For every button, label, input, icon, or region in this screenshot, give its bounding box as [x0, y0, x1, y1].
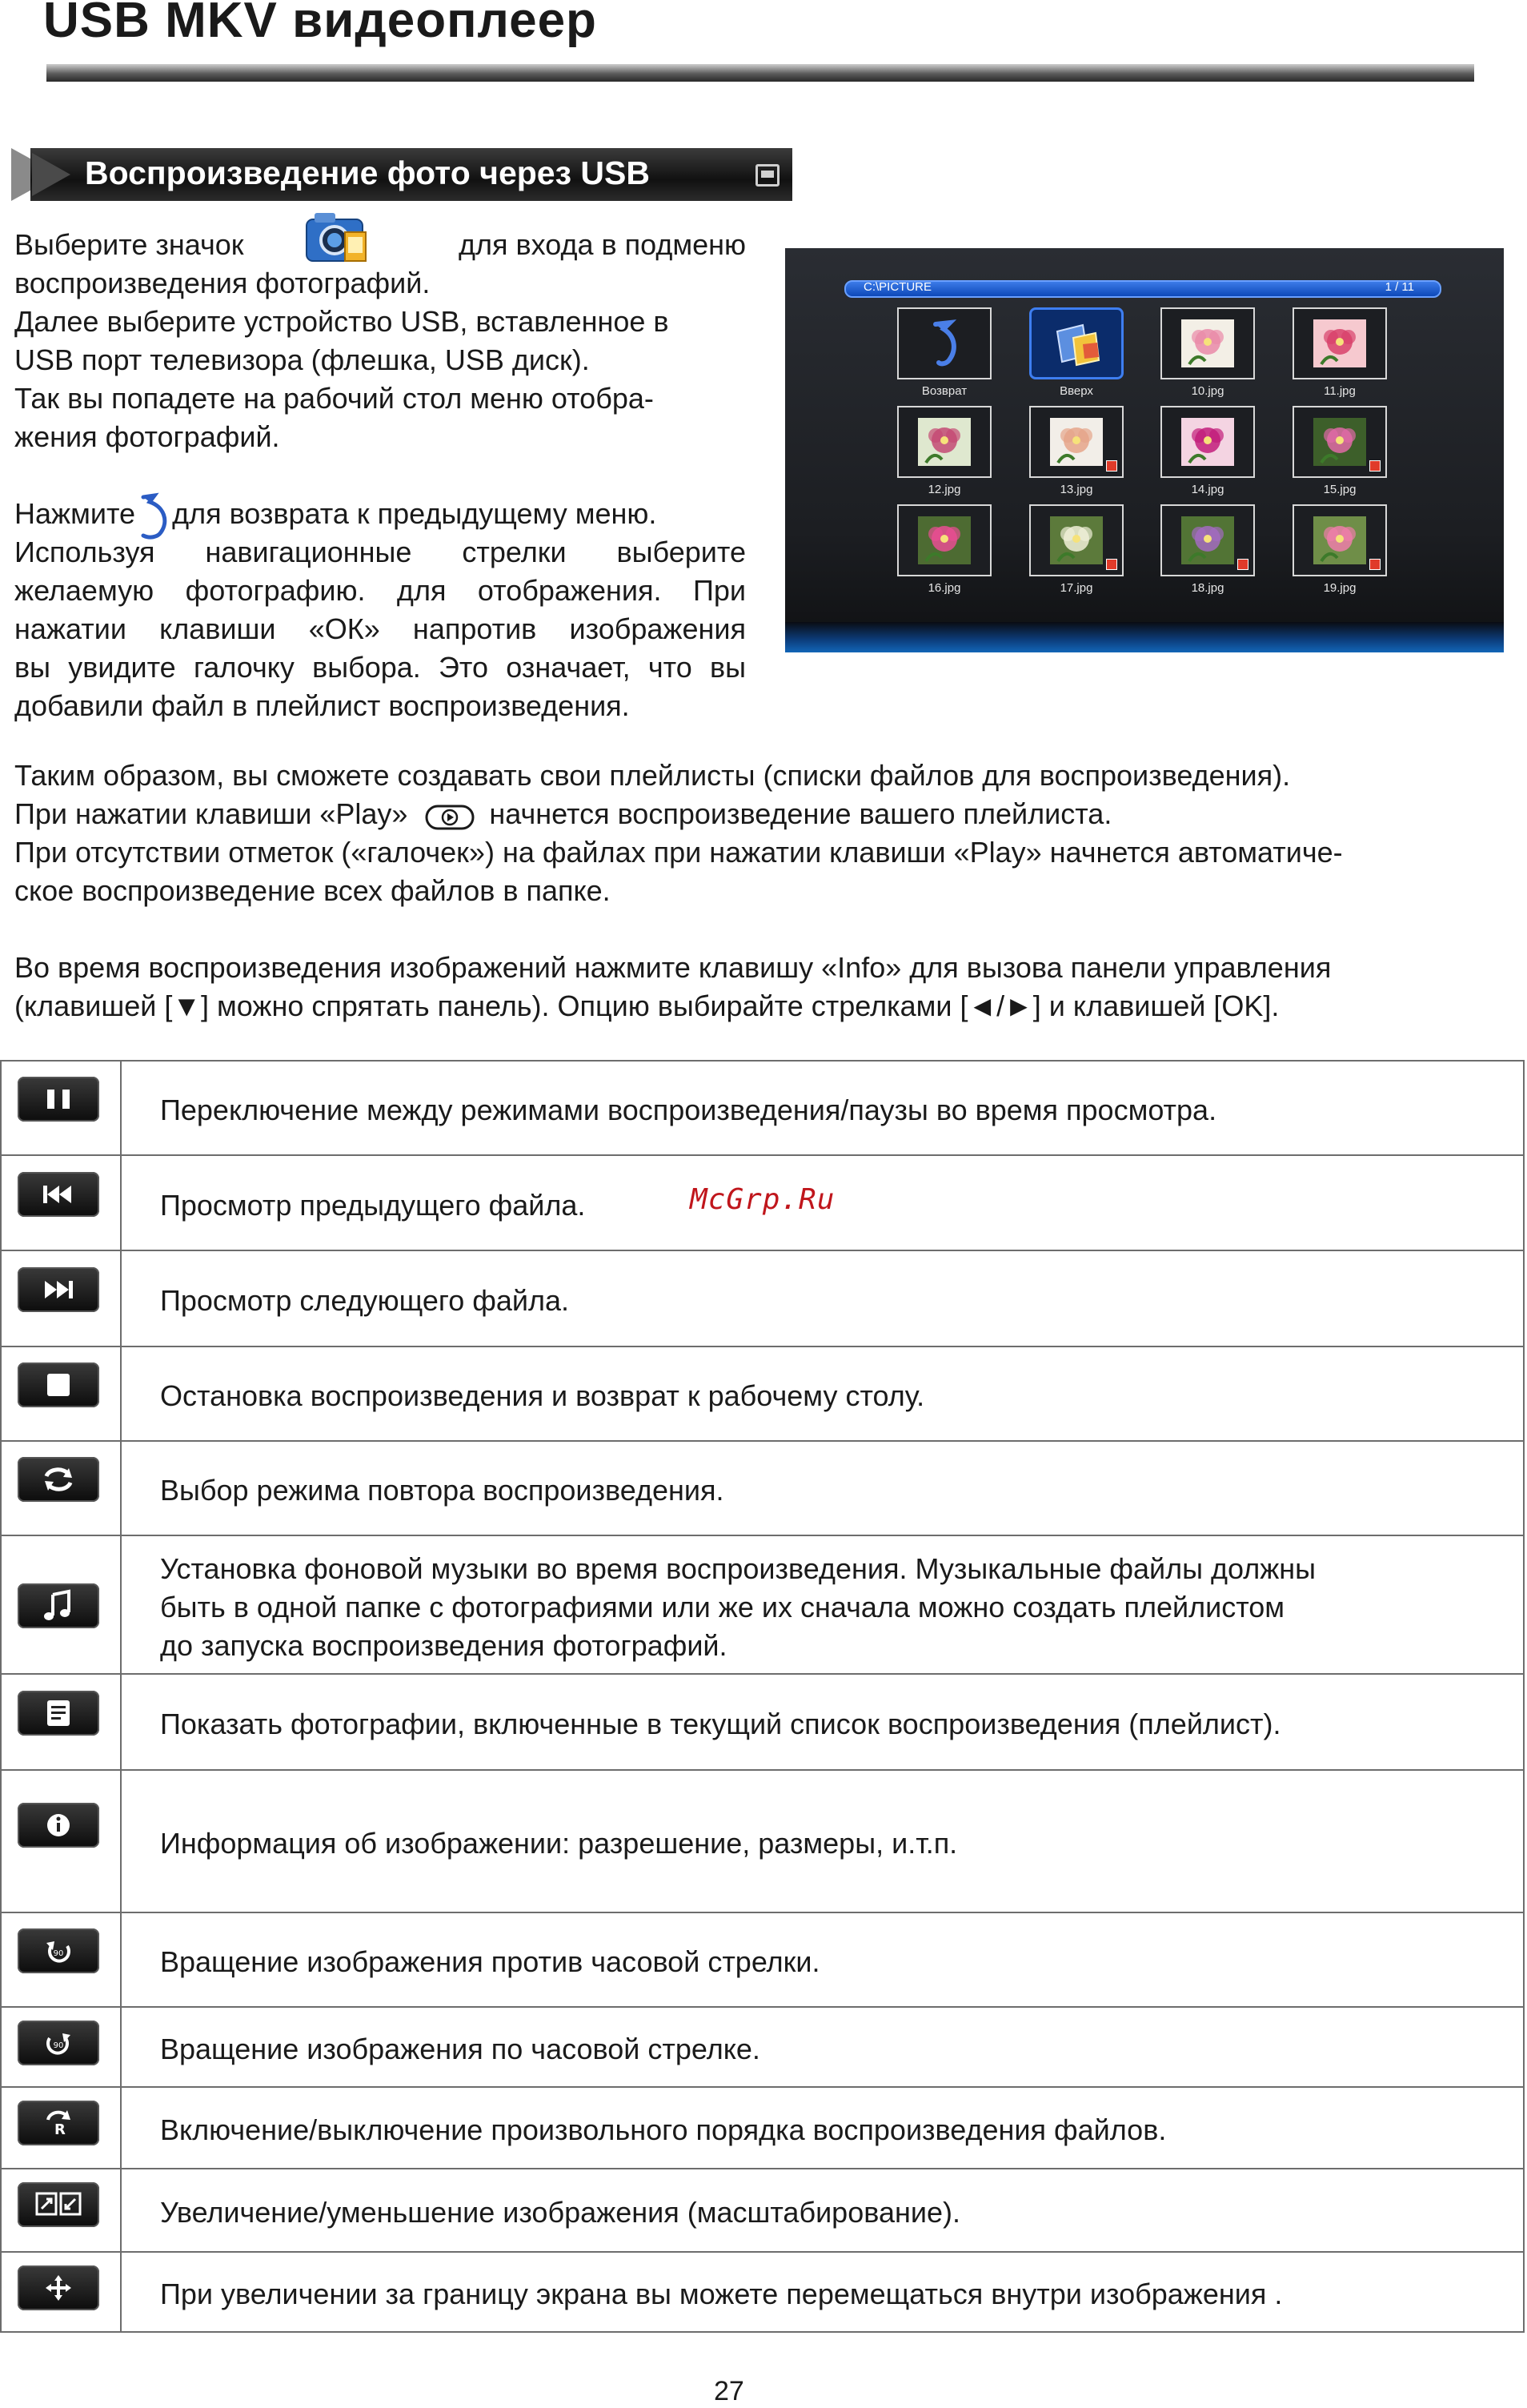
intro-line2: воспроизведения фотографий.: [14, 267, 431, 299]
thumbnail-label: 15.jpg: [1323, 483, 1357, 496]
thumbnail-photo[interactable]: [1293, 504, 1387, 576]
selected-check-icon: [1106, 460, 1117, 472]
function-description-line: Просмотр предыдущего файла.: [160, 1189, 586, 1222]
function-description-line: Установка фоновой музыки во время воспроизведения. Музыкальные файлы должны: [160, 1552, 1317, 1585]
function-description-line: Вращение изображения по часовой стрелке.: [160, 2033, 760, 2065]
function-icon-cell: [0, 1442, 122, 1535]
info-icon: [18, 1803, 99, 1848]
thumbnail-label: 11.jpg: [1324, 384, 1356, 398]
function-icon-cell: [0, 1771, 122, 1912]
nav-line1: Используя навигационные стрелки выберите: [14, 536, 746, 568]
intro-back-after: для возврата к предыдущему меню.: [172, 497, 657, 530]
intro-text: [14, 226, 746, 533]
function-description-line: до запуска воспроизведения фотографий.: [160, 1629, 727, 1662]
heading-arrow-front-icon: [32, 153, 70, 196]
function-description-line: Просмотр следующего файла.: [160, 1284, 570, 1317]
playlist-text: [14, 757, 1519, 910]
svg-text:90: 90: [53, 1949, 64, 1958]
nav-line4: вы увидите галочку выбора. Это означает, что вы: [14, 651, 746, 684]
thumbnail-photo[interactable]: [897, 406, 992, 478]
function-icon-cell: [0, 1536, 122, 1673]
function-row: [0, 1440, 1525, 1535]
next-icon: [18, 1267, 99, 1312]
thumbnail-photo[interactable]: [1293, 307, 1387, 379]
function-row: [0, 1673, 1525, 1769]
function-row: [0, 1060, 1525, 1154]
photo-browser-screenshot: [785, 248, 1504, 652]
heading-box-icon: [755, 164, 780, 187]
playlist-line2-after: начнется воспроизведение вашего плейлиста.: [489, 797, 1112, 830]
function-description: [160, 1186, 585, 1225]
function-description-line: Информация об изображении: разрешение, размеры, и.т.п.: [160, 1827, 958, 1860]
function-icon-cell: [0, 1913, 122, 2006]
page-indicator: 1 / 11: [1385, 280, 1414, 294]
function-description: [160, 1091, 1216, 1130]
function-description: [160, 1824, 957, 1863]
previous-icon: [18, 1172, 99, 1217]
function-icon-cell: [0, 1347, 122, 1440]
thumbnail-label: 18.jpg: [1191, 581, 1224, 595]
function-row: [0, 1769, 1525, 1912]
intro-line1-before: Выберите значок: [14, 228, 244, 261]
function-icon-cell: [0, 1156, 122, 1250]
section-title: Воспроизведение фото через USB: [85, 155, 650, 191]
function-description: [160, 1471, 724, 1510]
intro-line1-after: для входа в подменю: [458, 228, 746, 261]
thumbnail-photo[interactable]: [1160, 504, 1255, 576]
function-description: [160, 1943, 820, 1981]
thumbnail-label: 10.jpg: [1191, 384, 1224, 398]
thumbnail-label: 12.jpg: [928, 483, 961, 496]
selected-check-icon: [1369, 460, 1381, 472]
zoom-icon: [18, 2182, 99, 2227]
function-row: [0, 1346, 1525, 1440]
thumbnail-label: 13.jpg: [1060, 483, 1093, 496]
function-description: [160, 2193, 960, 2232]
shuffle-icon: [18, 2101, 99, 2145]
photo-camera-icon: [303, 208, 367, 266]
playlist-icon: [18, 1691, 99, 1736]
thumbnail-label: Вверх: [1060, 384, 1093, 398]
intro-line4: USB порт телевизора (флешка, USB диск).: [14, 343, 590, 376]
thumbnail-photo[interactable]: [897, 504, 992, 576]
function-icon-cell: [0, 2169, 122, 2251]
repeat-icon: [18, 1457, 99, 1502]
function-row: [0, 1250, 1525, 1346]
selected-check-icon: [1369, 559, 1381, 570]
nav-line2: желаемую фотографию. для отображения. При: [14, 574, 746, 607]
intro-line6: жения фотографий.: [14, 420, 280, 453]
playlist-line1: Таким образом, вы сможете создавать свои плейлисты (списки файлов для воспроизведения).: [14, 759, 1291, 792]
thumbnail-label: 16.jpg: [928, 581, 961, 595]
thumbnail-label: 19.jpg: [1323, 581, 1357, 595]
selected-check-icon: [1106, 559, 1117, 570]
intro-line5: Так вы попадете на рабочий стол меню отобра-: [14, 382, 654, 415]
rotate-cw-icon: [18, 2021, 99, 2065]
thumbnail-label: Возврат: [921, 384, 968, 398]
thumbnail-photo[interactable]: [1293, 406, 1387, 478]
nav-line5: добавили файл в плейлист воспроизведения.: [14, 689, 630, 722]
table-bottom-border: [0, 2331, 1525, 2333]
thumbnail-photo[interactable]: [1160, 307, 1255, 379]
watermark: McGrp.Ru: [690, 1183, 836, 1216]
playlist-line4: ское воспроизведение всех файлов в папке.: [14, 874, 611, 907]
function-description: [160, 1705, 1281, 1744]
move-icon: [18, 2266, 99, 2310]
function-description-line: быть в одной папке с фотографиями или же их сначала можно создать плейлистом: [160, 1591, 1285, 1623]
thumbnail-photo[interactable]: [1029, 406, 1124, 478]
function-description-line: Выбор режима повтора воспроизведения.: [160, 1474, 724, 1507]
function-row: [0, 2251, 1525, 2331]
function-description: [160, 2030, 760, 2069]
path-text: C:\PICTURE: [864, 280, 932, 294]
playlist-line2-before: При нажатии клавиши «Play»: [14, 797, 408, 830]
function-description: [160, 2275, 1282, 2314]
function-description-line: Включение/выключение произвольного порядка воспроизведения файлов.: [160, 2113, 1167, 2146]
screen-bottom-band: [785, 622, 1504, 652]
page-title: USB MKV видеоплеер: [43, 0, 597, 48]
function-icon-cell: [0, 1251, 122, 1346]
function-description: [160, 1282, 569, 1320]
play-button-icon: [425, 801, 475, 827]
title-rule: [46, 64, 1474, 82]
nav-line3: нажатии клавиши «ОК» напротив изображения: [14, 612, 746, 645]
function-description: [160, 1550, 1316, 1665]
function-description-line: Вращение изображения против часовой стрелки.: [160, 1945, 820, 1978]
function-row: [0, 2168, 1525, 2251]
function-description: [160, 2111, 1166, 2149]
svg-text:R: R: [54, 2121, 66, 2138]
rotate-ccw-icon: [18, 1928, 99, 1973]
function-icon-cell: [0, 1062, 122, 1154]
function-description-line: Переключение между режимами воспроизведения/паузы во время просмотра.: [160, 1094, 1217, 1126]
thumbnail-label: 17.jpg: [1060, 581, 1093, 595]
function-icon-cell: [0, 2088, 122, 2168]
music-icon: [18, 1583, 99, 1628]
intro-line3: Далее выберите устройство USB, вставленное в: [14, 305, 669, 338]
thumbnail-label: 14.jpg: [1191, 483, 1224, 496]
info-line1: Во время воспроизведения изображений нажмите клавишу «Info» для вызова панели управления: [14, 951, 1332, 984]
function-row: [0, 2006, 1525, 2086]
thumbnail-up[interactable]: [1029, 307, 1124, 379]
section-heading: [11, 148, 792, 201]
stop-icon: [18, 1363, 99, 1407]
function-description-line: Остановка воспроизведения и возврат к рабочему столу.: [160, 1379, 925, 1412]
function-row: [0, 1912, 1525, 2006]
info-text: [14, 949, 1519, 1025]
svg-text:90: 90: [53, 2041, 64, 2050]
pause-icon: [18, 1077, 99, 1122]
page-number: 27: [714, 2376, 744, 2406]
function-description-line: Показать фотографии, включенные в текущий список воспроизведения (плейлист).: [160, 1708, 1281, 1740]
path-bar: [844, 280, 1441, 298]
function-row: [0, 2086, 1525, 2168]
info-line2: (клавишей [▼] можно спрятать панель). Опцию выбирайте стрелками [◄/►] и клавишей [OK].: [14, 989, 1280, 1022]
playlist-line3: При отсутствии отметок («галочек») на файлах при нажатии клавиши «Play» начнется автоматиче-: [14, 836, 1343, 869]
function-description: [160, 1377, 924, 1415]
function-description-line: При увеличении за границу экрана вы можете перемещаться внутри изображения .: [160, 2278, 1283, 2310]
function-icon-cell: [0, 2008, 122, 2086]
function-icon-cell: [0, 2253, 122, 2331]
thumbnail-photo[interactable]: [1029, 504, 1124, 576]
nav-text: [14, 533, 746, 725]
function-description-line: Увеличение/уменьшение изображения (масштабирование).: [160, 2196, 960, 2229]
thumbnail-photo[interactable]: [1160, 406, 1255, 478]
function-row: [0, 1535, 1525, 1673]
intro-back-before: Нажмите: [14, 497, 136, 530]
selected-check-icon: [1237, 559, 1248, 570]
thumbnail-back[interactable]: [897, 307, 992, 379]
function-icon-cell: [0, 1675, 122, 1769]
